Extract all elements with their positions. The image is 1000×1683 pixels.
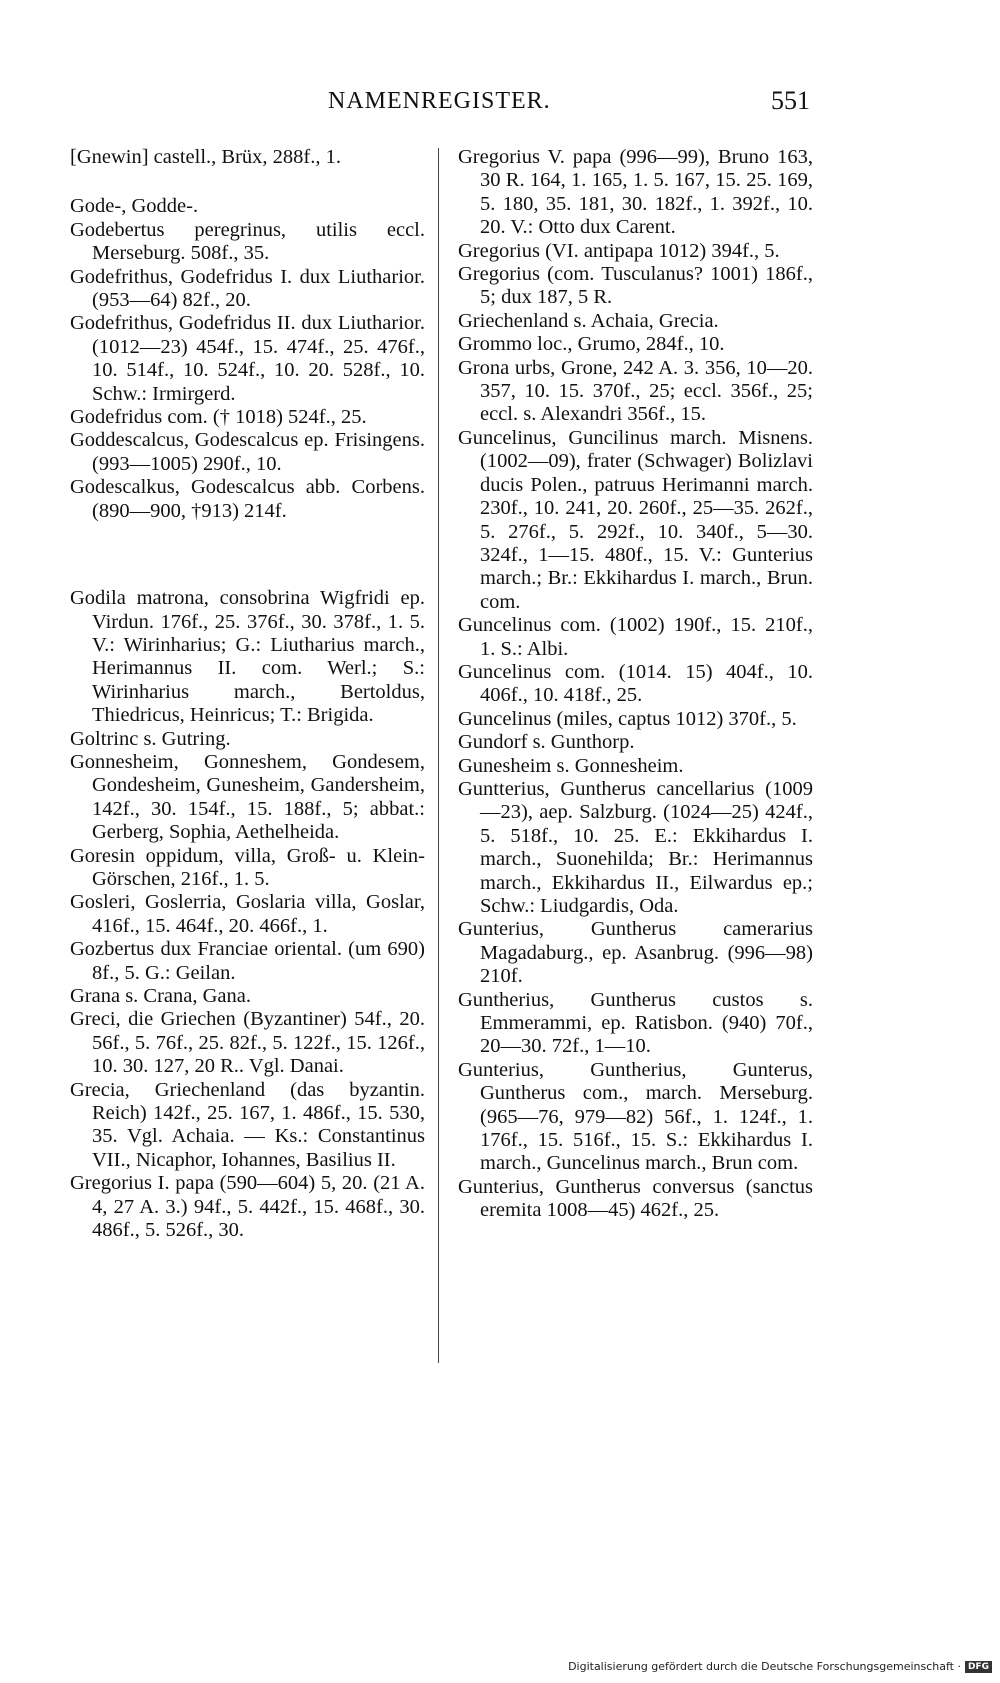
spacer [70,523,425,587]
index-entry: Griechenland s. Achaia, Grecia. [458,309,719,332]
index-entry: Grana s. Crana, Gana. [70,985,252,1007]
index-entry: Guncelinus com. (1014. 15) 404f., 10. 406f., 10. 418f., 25. [458,660,813,707]
index-entry: Grona urbs, Grone, 242 A. 3. 356, 10—20. 357, 10. 15. 370f., 25; eccl. 356f., 25; eccl. s. Alexandri 356f., 15. [458,356,813,426]
index-entry: Godefrithus, Godefridus I. dux Liutharior. (953—64) 82f., 20. [70,265,425,312]
index-entry: Goddescalcus, Godescalcus ep. Frisingens. (993—1005) 290f., 10. [70,429,425,475]
index-entry: Gunterius, Guntherius, Gunterus, Guntherus com., march. Merseburg. (965—76, 979—82) 56f., 1. 124f., 1. 176f., 15. 516f., 15. S.: Ekkihardus I. march., Guncelinus march., Brun com. [458,1058,813,1175]
index-entry: Grecia, Griechenland (das byzantin. Reich) 142f., 25. 167, 1. 486f., 15. 530, 35. Vgl. Achaia. — Ks.: Constantinus VII., Nicaphor, Iohannes, Basilius II. [70,1078,425,1171]
left-column [70,146,425,1242]
index-entry: Guncelinus com. (1002) 190f., 15. 210f., 1. S.: Albi. [458,614,813,660]
index-entry: Godefridus com. († 1018) 524f., 25. [70,406,367,429]
index-entry: Gunesheim s. Gonnesheim. [458,754,684,777]
index-entry: Guncelinus (miles, captus 1012) 370f., 5. [458,707,797,730]
index-entry: Godefrithus, Godefridus II. dux Liutharior. (1012—23) 454f., 15. 474f., 25. 476f., 10. 514f., 10. 524f., 10. 20. 528f., 10. Schw.: Irmirgerd. [70,312,425,405]
index-entry: Gonnesheim, Gonneshem, Gondesem, Gondesheim, Gunesheim, Gandersheim, 142f., 30. 154f., 15. 188f., 5; abbat.: Gerberg, Sophia, Aethelheida. [70,750,425,844]
index-entry: Godescalkus, Godescalcus abb. Corbens. (890—900, †913) 214f. [70,476,425,522]
right-column [458,146,813,1223]
index-entry: Greci, die Griechen (Byzantiner) 54f., 20. 56f., 5. 76f., 25. 82f., 5. 122f., 15. 126f., 10. 30. 127, 20 R.. Vgl. Danai. [70,1008,425,1078]
spacer [70,169,425,195]
credit-text: Digitalisierung gefördert durch die Deutsche Forschungsgemeinschaft · [568,1660,961,1673]
page-header [70,86,810,126]
dfg-logo: DFG [965,1661,992,1673]
index-entry: Gregorius (VI. antipapa 1012) 394f., 5. [458,239,780,262]
index-entry: Goltrinc s. Gutring. [70,727,231,750]
index-entry: Gosleri, Goslerria, Goslaria villa, Goslar, 416f., 15. 464f., 20. 466f., 1. [70,891,425,937]
index-entry: Goresin oppidum, villa, Groß- u. Klein-Görschen, 216f., 1. 5. [70,844,425,890]
column-divider [438,148,439,1363]
index-entry: Godila matrona, consobrina Wigfridi ep. Virdun. 176f., 25. 376f., 30. 378f., 1. 5. V.: Wirinharius; G.: Liutharius march., Herimannus II. com. Werl.; S.: Wirinharius march., Bertoldus, Thiedricus, Heinricus; T.: Brigida. [70,587,425,727]
index-entry: Gregorius (com. Tusculanus? 1001) 186f., 5; dux 187, 5 R. [458,263,813,309]
index-entry: Godebertus peregrinus, utilis eccl. Merseburg. 508f., 35. [70,218,425,265]
index-entry: Grommo loc., Grumo, 284f., 10. [458,333,725,356]
index-entry: Gregorius I. papa (590—604) 5, 20. (21 A. 4, 27 A. 3.) 94f., 5. 442f., 15. 468f., 30. 486f., 5. 526f., 30. [70,1172,425,1242]
index-entry: Gunterius, Guntherus conversus (sanctus eremita 1008—45) 462f., 25. [458,1175,813,1222]
index-entry: Guntterius, Guntherus cancellarius (1009—23), aep. Salzburg. (1024—25) 424f., 5. 518f., 10. 25. E.: Ekkihardus I. march., Suonehilda; Br.: Herimannus march., Ekkihardus II., Eilwardus ep.; Schw.: Liudgardis, Oda. [458,777,813,917]
index-entry: Gunterius, Guntherus camerarius Magadaburg., ep. Asanbrug. (996—98) 210f. [458,918,813,988]
index-entry: Gundorf s. Gunthorp. [458,731,635,754]
index-entry: Gode-, Godde-. [70,195,199,218]
running-title: NAMENREGISTER. [328,88,551,114]
index-entry: Gregorius V. papa (996—99), Bruno 163, 30 R. 164, 1. 165, 1. 5. 167, 15. 25. 169, 5. 180, 35. 181, 30. 182f., 1. 392f., 10. 20. V.: Otto dux Carent. [458,146,813,239]
index-entry: Guntherius, Guntherus custos s. Emmerammi, ep. Ratisbon. (940) 70f., 20—30. 72f., 1—10. [458,988,813,1058]
page-number: 551 [771,86,810,115]
index-entry: Guncelinus, Guncilinus march. Misnens. (1002—09), frater (Schwager) Bolizlavi ducis Polen., patruus Herimanni march. 230f., 10. 241, 20. 260f., 25—35. 262f., 5. 276f., 5. 292f., 10. 340f., 5—30. 324f., 1—15. 480f., 15. V.: Gunterius march.; Br.: Ekkihardus I. march., Brun. com. [458,426,813,613]
index-entry: Gozbertus dux Franciae oriental. (um 690) 8f., 5. G.: Geilan. [70,938,425,984]
index-entry: [Gnewin] castell., Brüx, 288f., 1. [70,146,341,168]
digitization-credit [568,1660,992,1673]
